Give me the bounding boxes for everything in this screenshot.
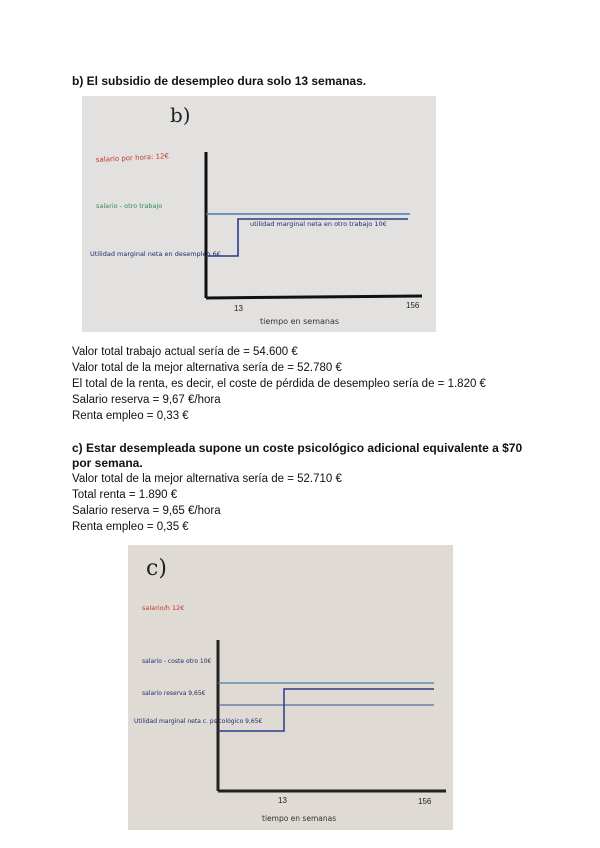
section-b-line-4: Salario reserva = 9,67 €/hora: [72, 394, 221, 406]
section-b-line-5: Renta empleo = 0,33 €: [72, 410, 189, 422]
figure-c-photo: [128, 545, 453, 830]
figure-c-label-reserve: salario reserva 9,65€: [142, 690, 206, 697]
section-b-heading: b) El subsidio de desempleo dura solo 13 semanas.: [72, 74, 367, 88]
section-b-line-3: El total de la renta, es decir, el coste de pérdida de desempleo sería de = 1.820 €: [72, 378, 486, 390]
figure-c-label-salary-other: salario - coste otro 10€: [142, 658, 212, 665]
figure-b-label-utility: Utilidad marginal neta en desempleo 6€: [90, 250, 221, 258]
figure-c-label-salary: salario/h 12€: [142, 604, 185, 612]
figure-b-label-salary-other: salario - otro trabajo: [96, 202, 163, 210]
figure-b-label-other-job: utilidad marginal neta en otro trabajo 10€: [250, 220, 387, 228]
section-c-line-2: Total renta = 1.890 €: [72, 489, 178, 501]
figure-b-tick-13: 13: [234, 304, 243, 313]
figure-c-tick-13: 13: [278, 796, 287, 805]
section-c-heading: c) Estar desempleada supone un coste psicológico adicional equivalente a $70 por semana.: [72, 441, 523, 470]
figure-c-xlabel: tiempo en semanas: [262, 814, 337, 823]
figure-c-tick-156: 156: [418, 797, 432, 806]
section-c-line-3: Salario reserva = 9,65 €/hora: [72, 505, 221, 517]
section-b-line-1: Valor total trabajo actual sería de = 54.600 €: [72, 346, 298, 358]
figure-b-photo: [82, 96, 436, 332]
section-c-line-1: Valor total de la mejor alternativa sería de = 52.710 €: [72, 473, 342, 485]
figure-b-xlabel: tiempo en semanas: [260, 317, 340, 326]
figure-b-tick-156: 156: [406, 301, 420, 310]
figure-c-title: c): [146, 556, 167, 581]
section-b-line-2: Valor total de la mejor alternativa sería de = 52.780 €: [72, 362, 342, 374]
figure-b-label-salary: salario por hora: 12€: [95, 152, 170, 164]
figure-c-label-utility: Utilidad marginal neta c. psicológico 9,65€: [134, 718, 263, 725]
figure-b-title: b): [170, 103, 191, 127]
section-c-line-4: Renta empleo = 0,35 €: [72, 521, 189, 533]
